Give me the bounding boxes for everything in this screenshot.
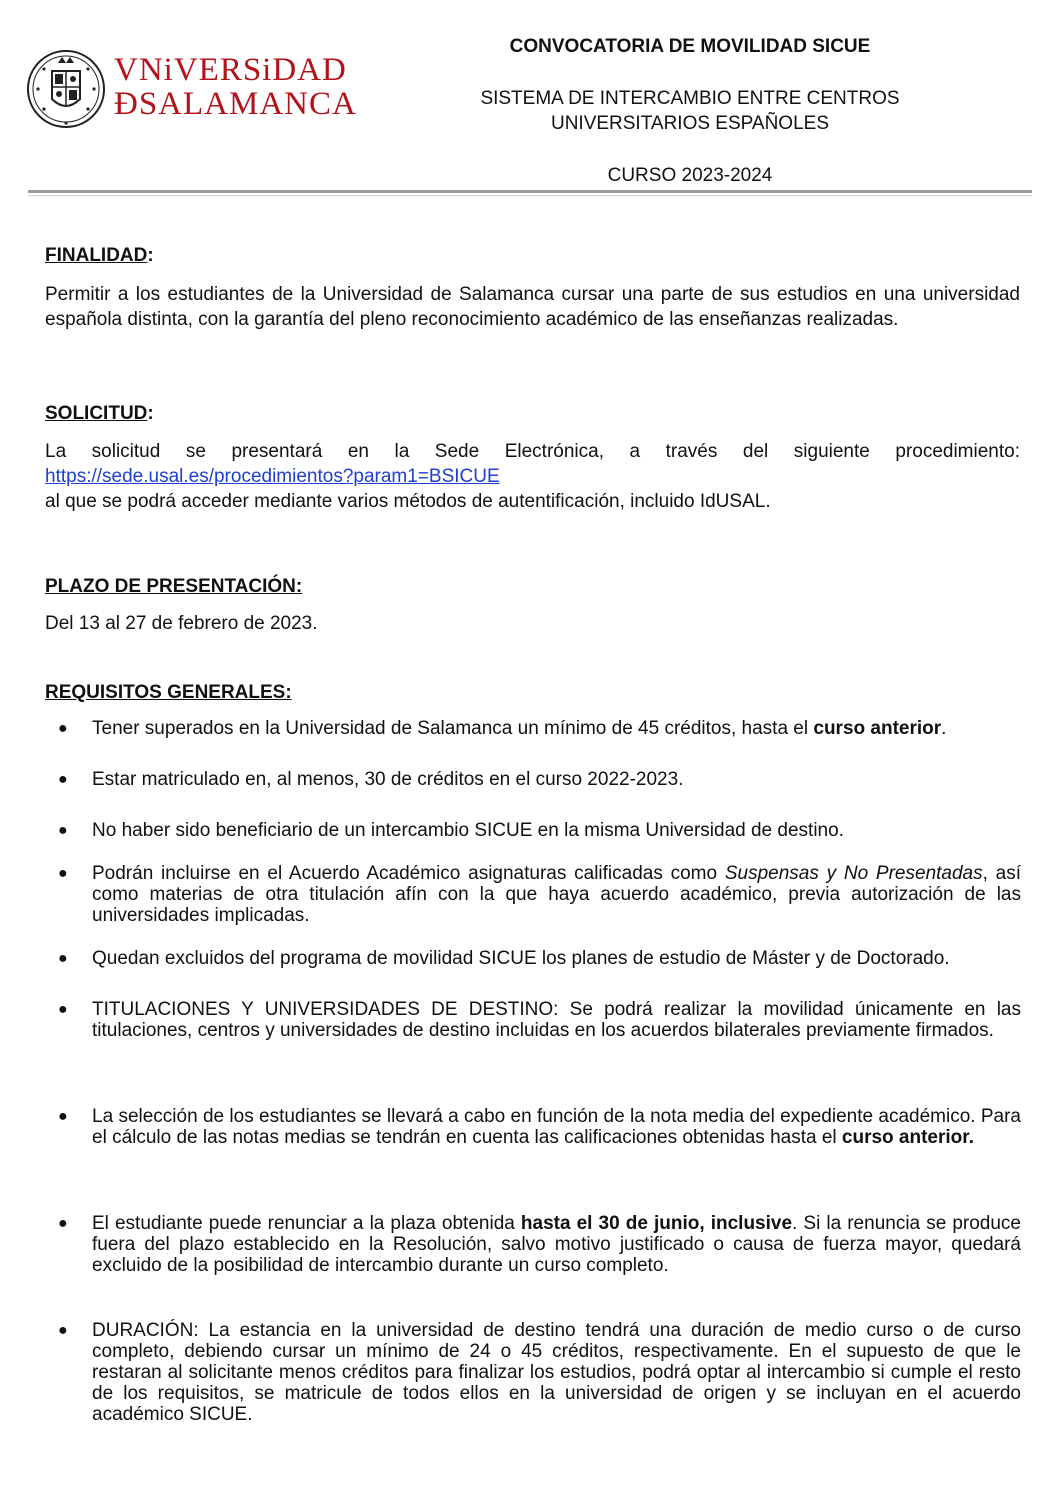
section-title-plazo: PLAZO DE PRESENTACIÓN: <box>45 576 303 597</box>
finalidad-title: FINALIDAD <box>45 245 148 266</box>
bullet-icon: ● <box>58 1215 68 1232</box>
document-title: CONVOCATORIA DE MOVILIDAD SICUE <box>509 36 871 57</box>
bullet-icon: ● <box>58 720 68 737</box>
plazo-text: Del 13 al 27 de febrero de 2023. <box>45 613 318 634</box>
solicitud-text-after: al que se podrá acceder mediante varios métodos de autentificación, incluido IdUSAL. <box>45 491 771 512</box>
document-subtitle-line-2: UNIVERSITARIOS ESPAÑOLES <box>550 113 830 134</box>
course-label: CURSO 2023-2024 <box>607 165 773 186</box>
logo-line-1: VNiVERSiDAD <box>114 52 347 88</box>
logo-line-2: ÐSALAMANCA <box>114 86 357 122</box>
bullet-icon: ● <box>58 950 68 967</box>
bullet-icon: ● <box>58 771 68 788</box>
solicitud-text-before: La solicitud se presentará en la Sede Electrónica, a través del siguiente procedimiento: <box>45 441 1020 462</box>
section-title-requisitos: REQUISITOS GENERALES: <box>45 682 292 703</box>
bullet-icon: ● <box>58 1108 68 1125</box>
bullet-icon: ● <box>58 1001 68 1018</box>
finalidad-text: Permitir a los estudiantes de la Universidad de Salamanca cursar una parte de sus estudios en una universidad española distinta, con la garantía del pleno reconocimiento académico de las enseñanzas realizadas. <box>45 284 1020 330</box>
header-divider-thin <box>28 195 1032 196</box>
bullet-icon: ● <box>58 865 68 882</box>
section-title-solicitud: SOLICITUD: <box>45 403 154 424</box>
section-title-finalidad: FINALIDAD: <box>45 245 154 266</box>
solicitud-title: SOLICITUD <box>45 403 148 424</box>
bullet-icon: ● <box>58 822 68 839</box>
bullet-icon: ● <box>58 1322 68 1339</box>
document-subtitle-line-1: SISTEMA DE INTERCAMBIO ENTRE CENTROS <box>480 88 900 109</box>
university-seal-icon <box>26 47 106 131</box>
university-logo <box>26 47 357 137</box>
solicitud-procedure-link[interactable]: https://sede.usal.es/procedimientos?param1=BSICUE <box>45 466 500 487</box>
header-divider <box>28 190 1032 193</box>
university-name-logo <box>114 53 357 121</box>
